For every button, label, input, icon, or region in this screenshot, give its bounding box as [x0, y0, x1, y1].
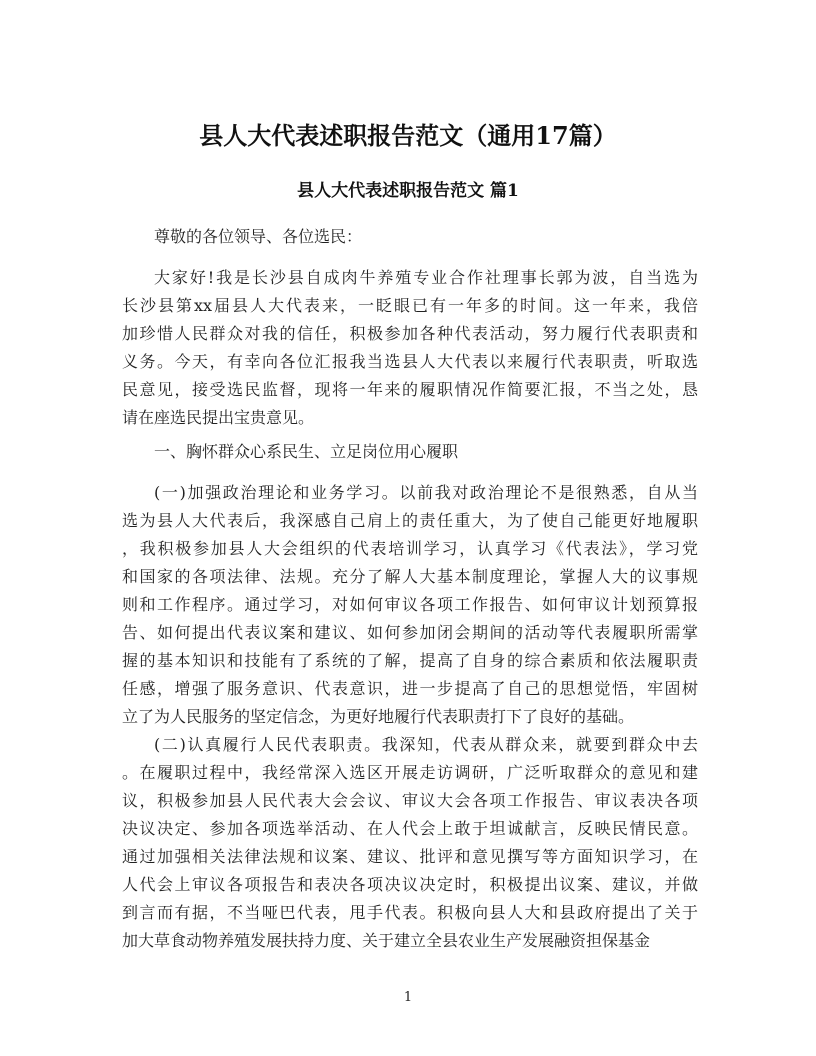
paragraph-intro: [122, 264, 698, 432]
paragraph-line: 到言而有据，不当哑巴代表，甩手代表。积极向县人大和县政府提出了关于: [122, 903, 698, 922]
paragraph-line: 立了为人民服务的坚定信念，为更好地履行代表职责打下了良好的基础。: [122, 707, 635, 726]
page-number: 1: [403, 990, 413, 1005]
paragraph-line: 通过加强相关法律法规和议案、建议、批评和意见撰写等方面知识学习，在: [122, 847, 698, 866]
paragraph-line: 加珍惜人民群众对我的信任，积极参加各种代表活动，努力履行代表职责和: [122, 324, 698, 343]
paragraph-line: ，我积极参加县人大会组织的代表培训学习，认真学习《代表法》，学习党: [122, 539, 698, 558]
paragraph-line: 大家好!我是长沙县自成肉牛养殖专业合作社理事长郭为波，自当选为: [154, 268, 698, 287]
paragraph-duty: [122, 731, 698, 955]
paragraph-line: 。在履职过程中，我经常深入选区开展走访调研，广泛听取群众的意见和建: [122, 763, 698, 782]
paragraph-line: 决议决定、参加各项选举活动、在人代会上敢于坦诚献言，反映民情民意。: [122, 819, 698, 838]
paragraph-line: 握的基本知识和技能有了系统的了解，提高了自身的综合素质和依法履职责: [122, 651, 698, 670]
paragraph-line: 议，积极参加县人民代表大会会议、审议大会各项工作报告、审议表决各项: [122, 791, 698, 810]
paragraph-study: [122, 479, 698, 731]
paragraph-line: 人代会上审议各项报告和表决各项决议决定时，积极提出议案、建议，并做: [122, 875, 698, 894]
paragraph-line: 任感，增强了服务意识、代表意识，进一步提高了自己的思想觉悟，牢固树: [122, 679, 698, 698]
paragraph-line: 和国家的各项法律、法规。充分了解人大基本制度理论，掌握人大的议事规: [122, 567, 698, 586]
paragraph-line: 选为县人大代表后，我深感自己肩上的责任重大，为了使自己能更好地履职: [122, 511, 698, 530]
document-title: 县人大代表述职报告范文（通用17篇）: [199, 121, 617, 150]
paragraph-line: 义务。今天，有幸向各位汇报我当选县人大代表以来履行代表职责，听取选: [122, 352, 698, 371]
paragraph-line: 则和工作程序。通过学习，对如何审议各项工作报告、如何审议计划预算报: [122, 595, 698, 614]
paragraph-line: 长沙县第xx届县人大代表来，一眨眼已有一年多的时间。这一年来，我倍: [122, 296, 698, 315]
paragraph-line: 告、如何提出代表议案和建议、如何参加闭会期间的活动等代表履职所需掌: [122, 623, 698, 642]
paragraph-line: (一)加强政治理论和业务学习。以前我对政治理论不是很熟悉，自从当: [154, 483, 698, 502]
paragraph-line: 加大草食动物养殖发展扶持力度、关于建立全县农业生产发展融资担保基金: [122, 931, 651, 950]
section-title: 县人大代表述职报告范文 篇1: [297, 181, 519, 201]
salutation-text: 尊敬的各位领导、各位选民：: [154, 227, 363, 246]
paragraph-line: (二)认真履行人民代表职责。我深知，代表从群众来，就要到群众中去: [154, 735, 698, 754]
paragraph-line: 一、胸怀群众心系民生、立足岗位用心履职: [154, 442, 459, 461]
heading-one: [122, 438, 698, 466]
salutation: [122, 223, 698, 251]
paragraph-line: 民意见，接受选民监督，现将一年来的履职情况作简要汇报，不当之处，恳: [122, 380, 698, 399]
paragraph-line: 请在座选民提出宝贵意见。: [122, 408, 315, 427]
